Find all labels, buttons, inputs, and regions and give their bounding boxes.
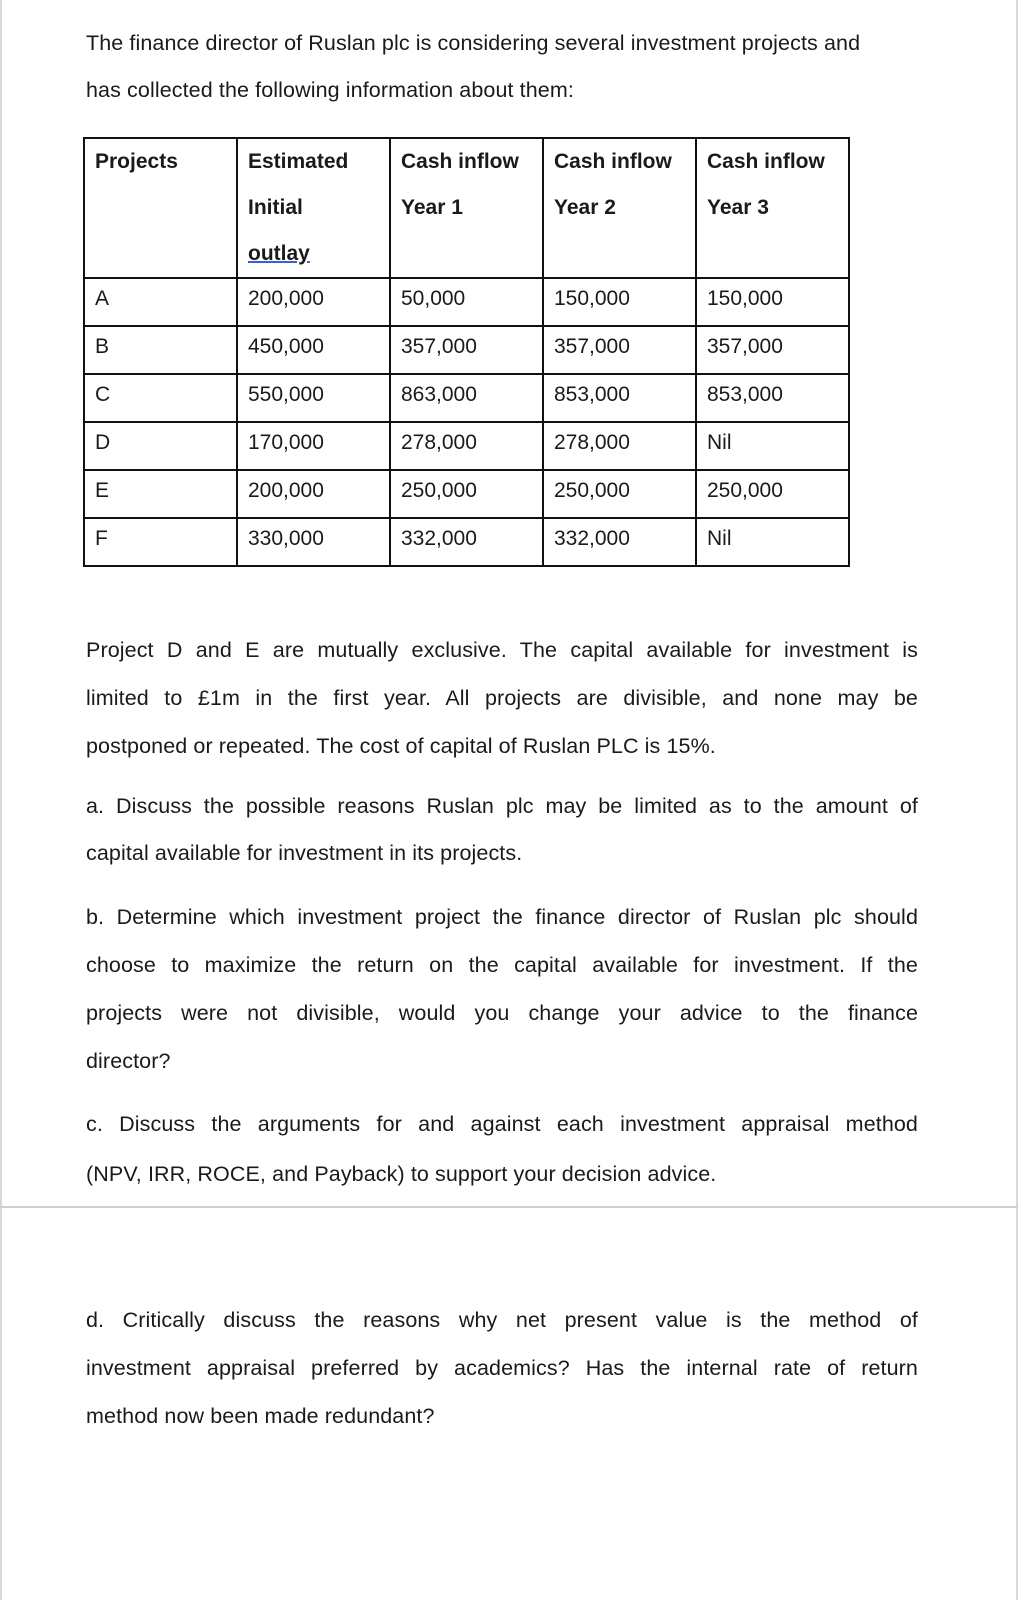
table-row <box>84 278 849 326</box>
question-a <box>86 783 918 877</box>
question-b-line-1: b. Determine which investment project the finance director of Ruslan plc should <box>86 905 918 929</box>
header-year-1-line-2: Year 1 <box>401 196 463 219</box>
table-header-row <box>84 138 849 278</box>
cell-year-1: 332,000 <box>390 518 543 566</box>
cell-year-3: Nil <box>696 422 849 470</box>
constraints-line-3: postponed or repeated. The cost of capital of Ruslan PLC is 15%. <box>86 734 716 758</box>
question-d-line-1: d. Critically discuss the reasons why net present value is the method of <box>86 1308 918 1332</box>
cell-year-2: 357,000 <box>543 326 696 374</box>
cell-year-3: 150,000 <box>696 278 849 326</box>
question-d <box>86 1296 918 1440</box>
cell-outlay: 450,000 <box>237 326 390 374</box>
cell-year-2: 150,000 <box>543 278 696 326</box>
question-a-line-2: capital available for investment in its projects. <box>86 841 523 865</box>
cell-outlay: 170,000 <box>237 422 390 470</box>
header-year-3-line-1: Cash inflow <box>707 150 825 173</box>
header-year-2-line-2: Year 2 <box>554 196 616 219</box>
cell-year-2: 853,000 <box>543 374 696 422</box>
question-c-line-1: c. Discuss the arguments for and against each investment appraisal method <box>86 1112 918 1136</box>
intro-line-2: has collected the following information about them: <box>86 78 574 102</box>
cell-year-2: 332,000 <box>543 518 696 566</box>
table-row <box>84 326 849 374</box>
header-initial-outlay <box>237 138 390 278</box>
cell-year-3: 853,000 <box>696 374 849 422</box>
question-c-line-2: (NPV, IRR, ROCE, and Payback) to support your decision advice. <box>86 1162 717 1186</box>
intro-line-1: The finance director of Ruslan plc is considering several investment projects and <box>86 31 861 55</box>
question-c <box>86 1099 918 1199</box>
intro-paragraph <box>86 20 918 114</box>
header-year-1-line-1: Cash inflow <box>401 150 519 173</box>
question-d-line-2: investment appraisal preferred by academics? Has the internal rate of return <box>86 1356 918 1380</box>
cell-year-1: 50,000 <box>390 278 543 326</box>
cell-project: F <box>84 518 237 566</box>
cell-project: B <box>84 326 237 374</box>
constraints-line-2: limited to £1m in the first year. All projects are divisible, and none may be <box>86 686 918 710</box>
cell-year-2: 250,000 <box>543 470 696 518</box>
question-d-line-3: method now been made redundant? <box>86 1404 435 1428</box>
constraints-line-1: Project D and E are mutually exclusive. The capital available for investment is <box>86 638 918 662</box>
cell-year-2: 278,000 <box>543 422 696 470</box>
cell-year-1: 250,000 <box>390 470 543 518</box>
question-b <box>86 893 918 1085</box>
header-projects <box>84 138 237 278</box>
cell-year-3: 357,000 <box>696 326 849 374</box>
header-year-3 <box>696 138 849 278</box>
cell-project: A <box>84 278 237 326</box>
projects-table <box>83 137 850 567</box>
header-year-2 <box>543 138 696 278</box>
table-row <box>84 374 849 422</box>
table-row <box>84 422 849 470</box>
page-divider <box>0 1206 1018 1208</box>
table-row <box>84 518 849 566</box>
question-a-line-1: a. Discuss the possible reasons Ruslan plc may be limited as to the amount of <box>86 794 918 818</box>
cell-year-3: Nil <box>696 518 849 566</box>
header-outlay-line-1: Estimated <box>248 150 349 173</box>
constraints-paragraph <box>86 626 918 770</box>
cell-project: C <box>84 374 237 422</box>
cell-outlay: 200,000 <box>237 278 390 326</box>
cell-project: E <box>84 470 237 518</box>
cell-year-1: 278,000 <box>390 422 543 470</box>
cell-year-3: 250,000 <box>696 470 849 518</box>
cell-outlay: 330,000 <box>237 518 390 566</box>
question-b-line-3: projects were not divisible, would you change your advice to the finance <box>86 1001 918 1025</box>
header-year-1 <box>390 138 543 278</box>
question-b-line-2: choose to maximize the return on the capital available for investment. If the <box>86 953 918 977</box>
question-b-line-4: director? <box>86 1049 171 1073</box>
cell-project: D <box>84 422 237 470</box>
cell-year-1: 863,000 <box>390 374 543 422</box>
cell-outlay: 550,000 <box>237 374 390 422</box>
cell-year-1: 357,000 <box>390 326 543 374</box>
header-outlay-line-2: Initial <box>248 196 303 219</box>
header-outlay-line-3: outlay <box>248 242 310 265</box>
header-year-2-line-1: Cash inflow <box>554 150 672 173</box>
header-projects-label: Projects <box>95 150 178 173</box>
page-edge-left <box>0 0 2 1600</box>
table-row <box>84 470 849 518</box>
header-year-3-line-2: Year 3 <box>707 196 769 219</box>
cell-outlay: 200,000 <box>237 470 390 518</box>
